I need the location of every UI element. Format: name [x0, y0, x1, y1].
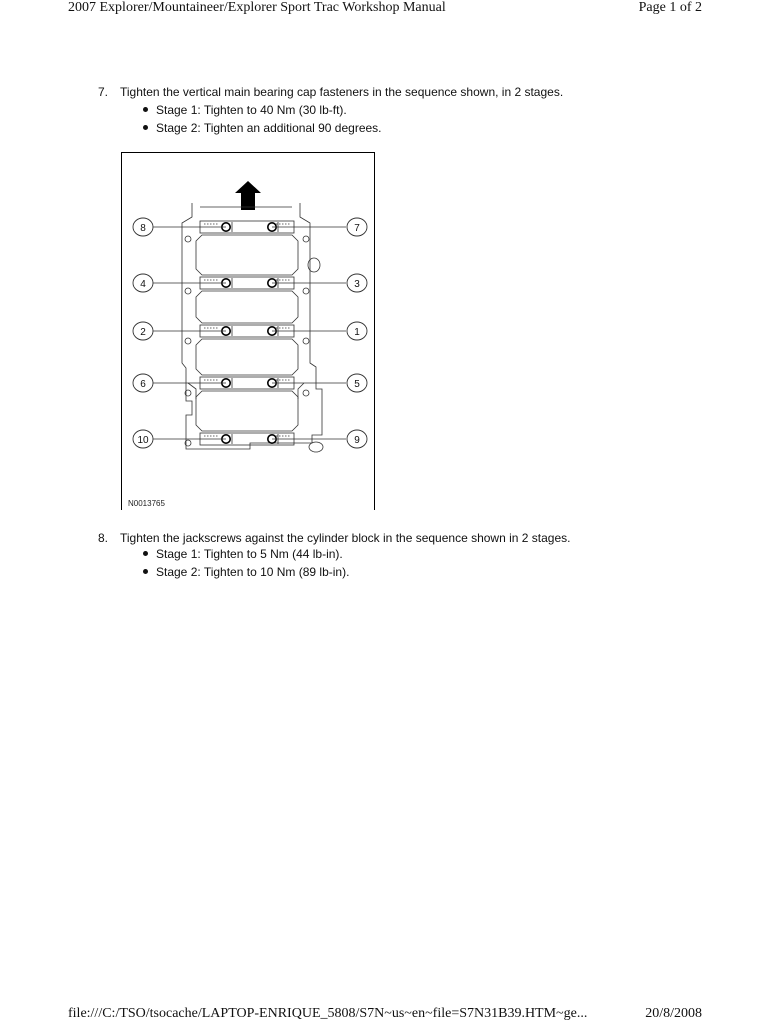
callout-left-6: 6 [140, 379, 146, 390]
callout-right-7: 7 [354, 223, 360, 234]
step-number: 8. [98, 531, 109, 545]
page-footer [68, 1006, 702, 1024]
bearing-caps [196, 221, 298, 445]
callout-left-4: 4 [140, 279, 146, 290]
bearing-cap [196, 291, 298, 323]
callout-right-1: 1 [354, 327, 360, 338]
step-number: 7. [98, 85, 109, 99]
stage-list [142, 545, 349, 581]
callout-left-2: 2 [140, 327, 146, 338]
stage-list [142, 101, 382, 137]
callout-right-5: 5 [354, 379, 360, 390]
page-header [68, 0, 702, 20]
callout-left-10: 10 [137, 435, 149, 446]
bearing-cap [196, 339, 298, 375]
callout-right-3: 3 [354, 279, 360, 290]
step-text: Tighten the vertical main bearing cap fasteners in the sequence shown, in 2 stages. [120, 85, 564, 99]
file-path: file:///C:/TSO/tsocache/LAPTOP-ENRIQUE_5808/S7N~us~en~file=S7N31B39.HTM~ge... [68, 1006, 588, 1021]
step-text: Tighten the jackscrews against the cylinder block in the sequence shown in 2 stages. [120, 531, 571, 545]
stage-item: Stage 2: Tighten an additional 90 degrees. [142, 119, 382, 137]
figure-id: N0013765 [128, 499, 165, 508]
dowels [185, 236, 323, 452]
callout-left-8: 8 [140, 223, 146, 234]
bearing-cap [196, 235, 298, 275]
page-number: Page 1 of 2 [638, 0, 702, 15]
print-date: 20/8/2008 [645, 1006, 702, 1021]
bearing-cap-sequence-figure [121, 152, 375, 510]
bearing-cap [196, 391, 298, 431]
manual-title: 2007 Explorer/Mountaineer/Explorer Sport Trac Workshop Manual [68, 0, 446, 15]
callout-group [133, 218, 367, 448]
stage-item: Stage 2: Tighten to 10 Nm (89 lb-in). [142, 563, 349, 581]
bearing-cap-diagram [122, 153, 376, 511]
front-arrow-icon [235, 181, 261, 210]
callout-right-9: 9 [354, 435, 360, 446]
block-outline [182, 203, 322, 449]
stage-item: Stage 1: Tighten to 40 Nm (30 lb-ft). [142, 101, 382, 119]
stage-item: Stage 1: Tighten to 5 Nm (44 lb-in). [142, 545, 349, 563]
